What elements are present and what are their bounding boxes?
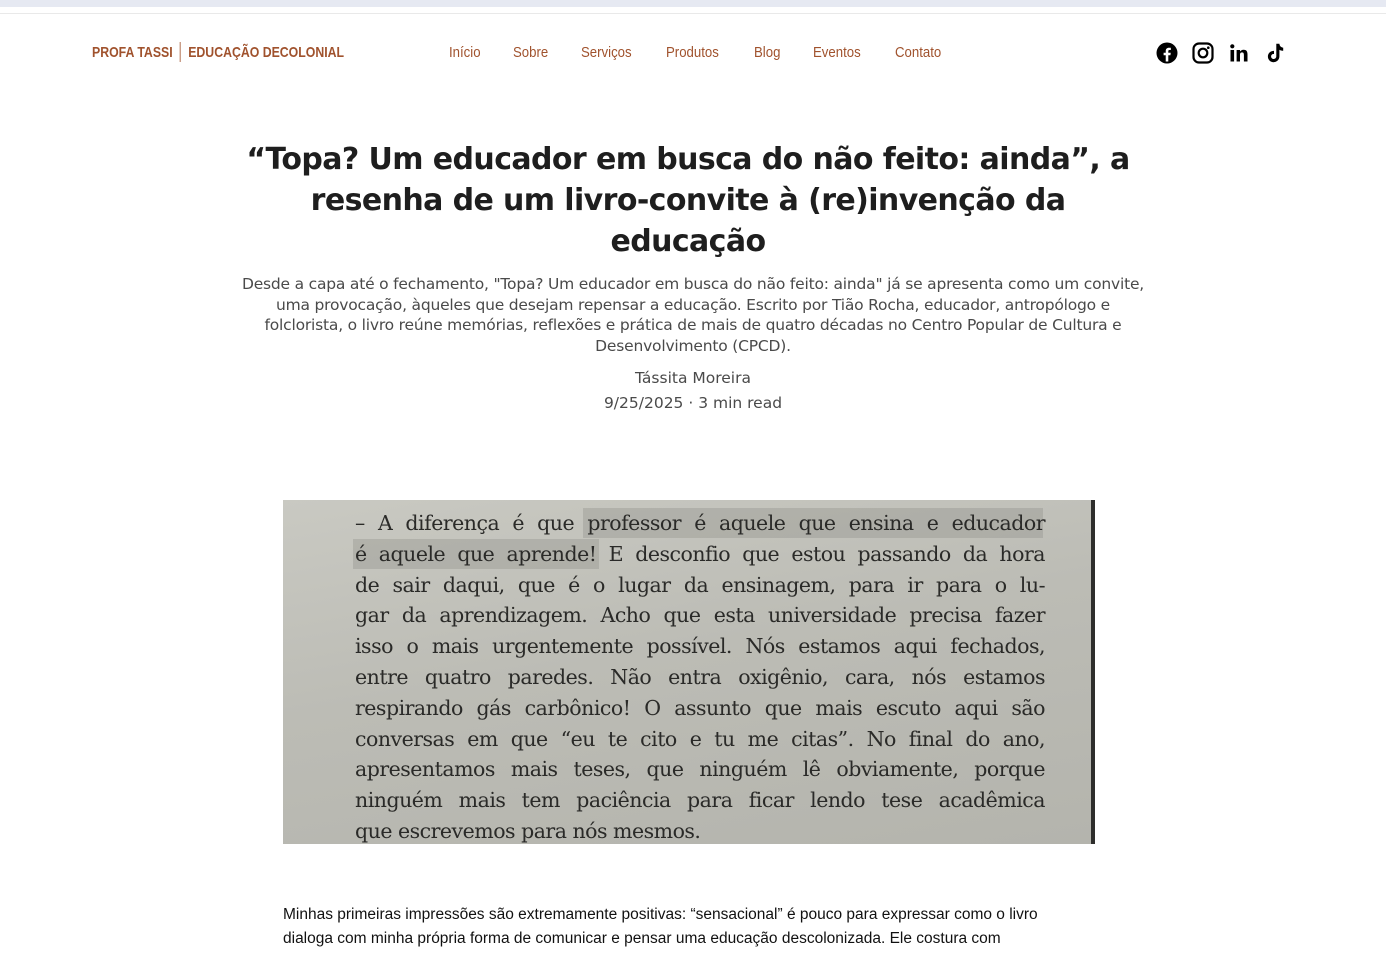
nav-inicio[interactable]: Início — [449, 44, 481, 61]
brand-name: PROFA TASSI — [92, 43, 173, 61]
nav-sobre[interactable]: Sobre — [512, 44, 549, 61]
nav-eventos[interactable]: Eventos — [812, 44, 861, 61]
book-line: ninguém mais tem paciência para ficar lendo tese acadêmica — [355, 788, 1045, 813]
photo-edge — [1091, 500, 1095, 844]
facebook-icon[interactable] — [1156, 42, 1178, 64]
nav-produtos[interactable]: Produtos — [666, 44, 720, 61]
book-line: respirando gás carbônico! O assunto que mais escuto aqui são — [355, 695, 1045, 720]
article-paragraph: Minhas primeiras impressões são extremamente positivas: “sensacional” é pouco para expressar como o livro dialoga com minha própria forma de comunicar e pensar uma educação descolonizada. Ele costura com — [283, 906, 1038, 947]
book-line: é aquele que aprende! E desconfio que estou passando da hora — [355, 541, 1045, 566]
brand-separator — [180, 42, 181, 62]
article-subtitle: Desde a capa até o fechamento, "Topa? Um educador em busca do não feito: ainda" já se apresenta como um convite, uma provocação, àqueles que desejam repensar a educação. Escrito por Tião Rocha, educador, antropólogo e folclorista, o livro reúne memórias, reflexões e prática de mais de quatro décadas no Centro Popular de Cultura e Desenvolvimento (CPCD). — [241, 275, 1145, 355]
book-line: – A diferença é que professor é aquele que ensina e educador — [355, 511, 1045, 535]
book-line: apresentamos mais teses, que ninguém lê obviamente, porque — [355, 757, 1045, 782]
main-nav — [449, 44, 975, 61]
instagram-icon[interactable] — [1192, 42, 1214, 64]
nav-contato[interactable]: Contato — [894, 44, 941, 61]
book-line: gar da aprendizagem. Acho que esta universidade precisa fazer — [355, 603, 1045, 628]
book-page-text — [355, 508, 1045, 844]
book-line-last: que escrevemos para nós mesmos. — [355, 818, 701, 843]
nav-blog[interactable]: Blog — [754, 44, 781, 61]
article-author[interactable]: Tássita Moreira — [635, 369, 751, 387]
brand-tagline: EDUCAÇÃO DECOLONIAL — [188, 43, 345, 61]
article-date-readtime: 9/25/2025 · 3 min read — [603, 394, 783, 412]
linkedin-icon[interactable] — [1228, 42, 1250, 64]
site-logo[interactable] — [92, 42, 344, 62]
article-title: “Topa? Um educador em busca do não feito: ainda”, a resenha de um livro-convite à (re)invenção da educação — [246, 142, 1130, 259]
site-header — [0, 14, 1386, 94]
browser-top-strip — [0, 0, 1386, 7]
book-page-photo — [283, 500, 1095, 844]
book-line: conversas em que “eu te cito e tu me citas”. No final do ano, — [355, 726, 1045, 751]
social-links — [1156, 42, 1300, 64]
book-line: entre quatro paredes. Não entra oxigênio, cara, nós estamos — [355, 664, 1045, 689]
tiktok-icon[interactable] — [1264, 42, 1286, 64]
nav-servicos[interactable]: Serviços — [580, 44, 632, 61]
book-line: de sair daqui, que é o lugar da ensinagem, para ir para o lu- — [355, 572, 1045, 597]
book-line: isso o mais urgentemente possível. Nós estamos aqui fechados, — [355, 634, 1045, 659]
